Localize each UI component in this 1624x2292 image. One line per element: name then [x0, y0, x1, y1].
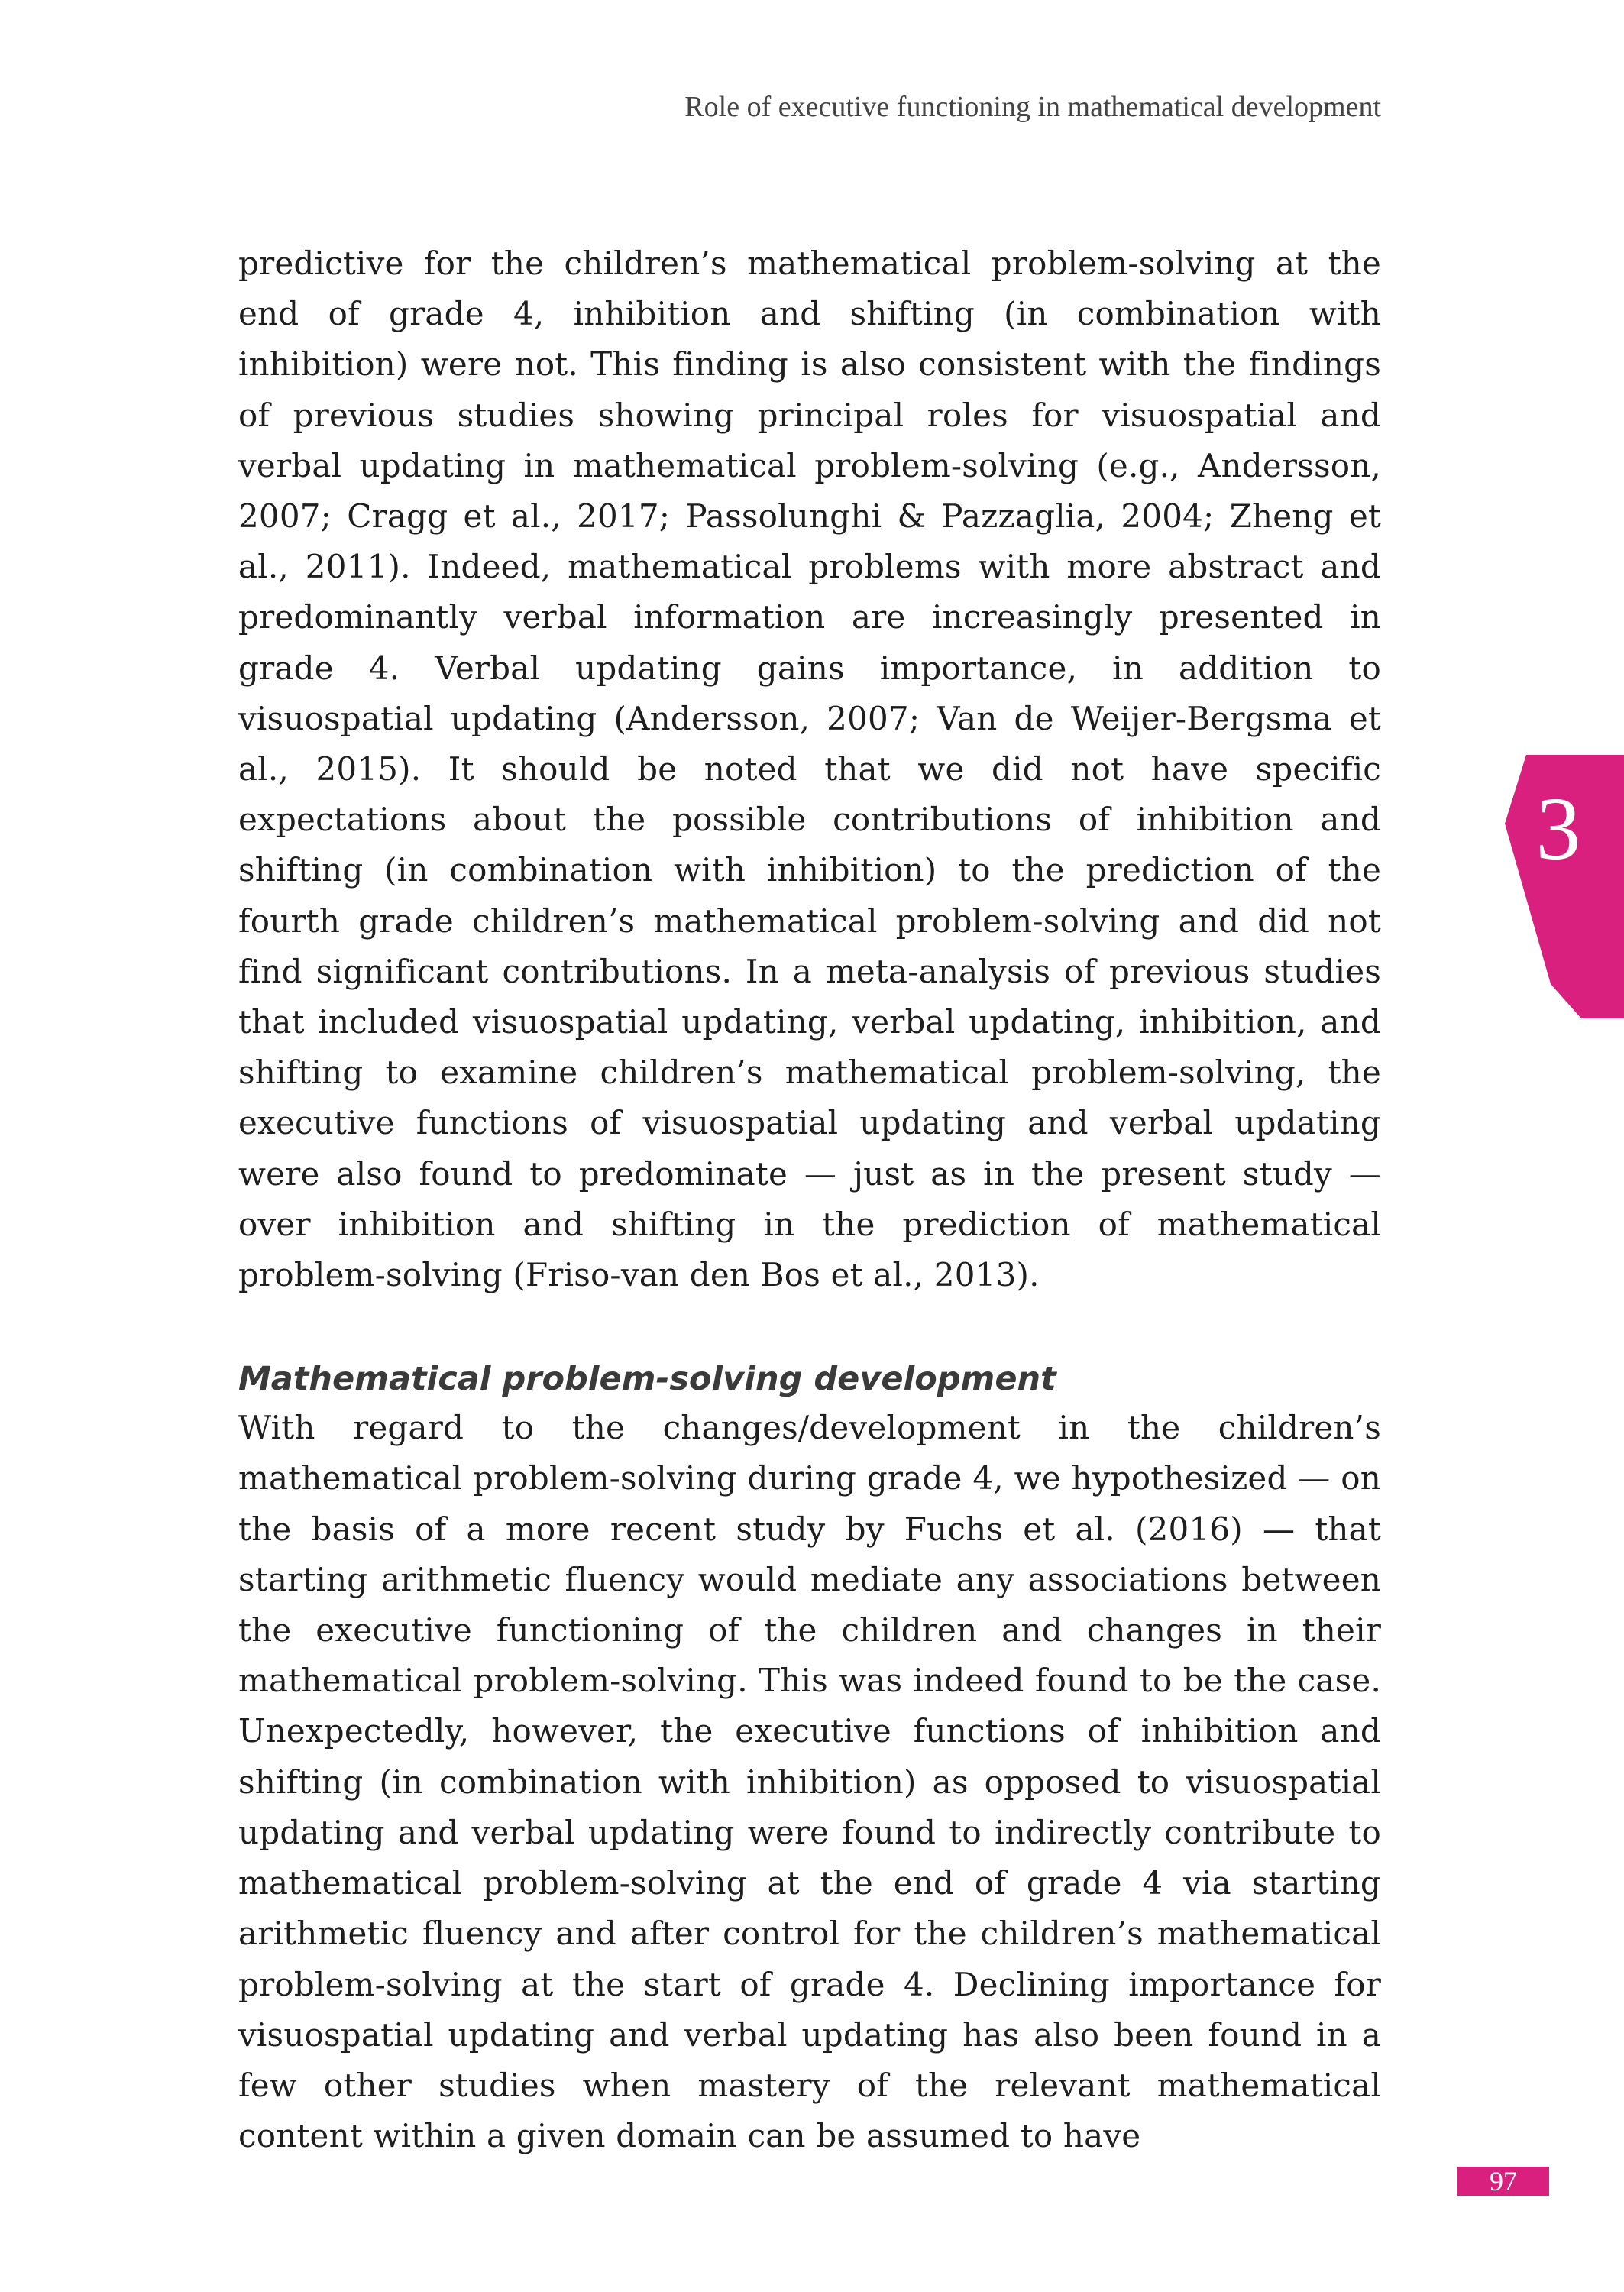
body-paragraph-1: predictive for the children’s mathematical problem-solving at the end of grade 4, inhibition and shifting (in combination with inhibition) were not. This finding is also consistent with the findings of previous studies showing principal roles for visuospatial and verbal updating in mathematical problem-solving (e.g., Andersson, 2007; Cragg et al., 2017; Passolunghi & Pazzaglia, 2004; Zheng et al., 2011). Indeed, mathematical problems with more abstract and predominantly verbal information are increasingly presented in grade 4. Verbal updating gains importance, in addition to visuospatial updating (Andersson, 2007; Van de Weijer-Bergsma et al., 2015). It should be noted that we did not have specific expectations about the possible contributions of inhibition and shifting (in combination with inhibition) to the prediction of the fourth grade children’s mathematical problem-solving and did not find significant contributions. In a meta-analysis of previous studies that included visuospatial updating, verbal updating, inhibition, and shifting to examine children’s mathematical problem-solving, the executive functions of visuospatial updating and verbal updating were also found to predominate — just as in the present study — over inhibition and shifting in the prediction of mathematical problem-solving (Friso-van den Bos et al., 2013).	[238, 244, 1381, 1294]
chapter-tab	[1505, 755, 1624, 1018]
main-text	[238, 238, 1381, 2161]
page-number: 97	[1457, 2167, 1549, 2196]
chapter-number: 3	[1535, 779, 1581, 879]
running-header: Role of executive functioning in mathematical development	[684, 91, 1381, 123]
body-paragraph-2: With regard to the changes/development in the children’s mathematical problem-solving during grade 4, we hypothesized — on the basis of a more recent study by Fuchs et al. (2016) — that starting arithmetic fluency would mediate any associations between the executive functioning of the children and changes in their mathematical problem-solving. This was indeed found to be the case. Unexpectedly, however, the executive functions of inhibition and shifting (in combination with inhibition) as opposed to visuospatial updating and verbal updating were found to indirectly contribute to mathematical problem-solving at the end of grade 4 via starting arithmetic fluency and after control for the children’s mathematical problem-solving at the start of grade 4. Declining importance for visuospatial updating and verbal updating has also been found in a few other studies when mastery of the relevant mathematical content within a given domain can be assumed to have	[238, 1409, 1381, 2155]
section-heading: Mathematical problem-solving development	[238, 1360, 1056, 1399]
